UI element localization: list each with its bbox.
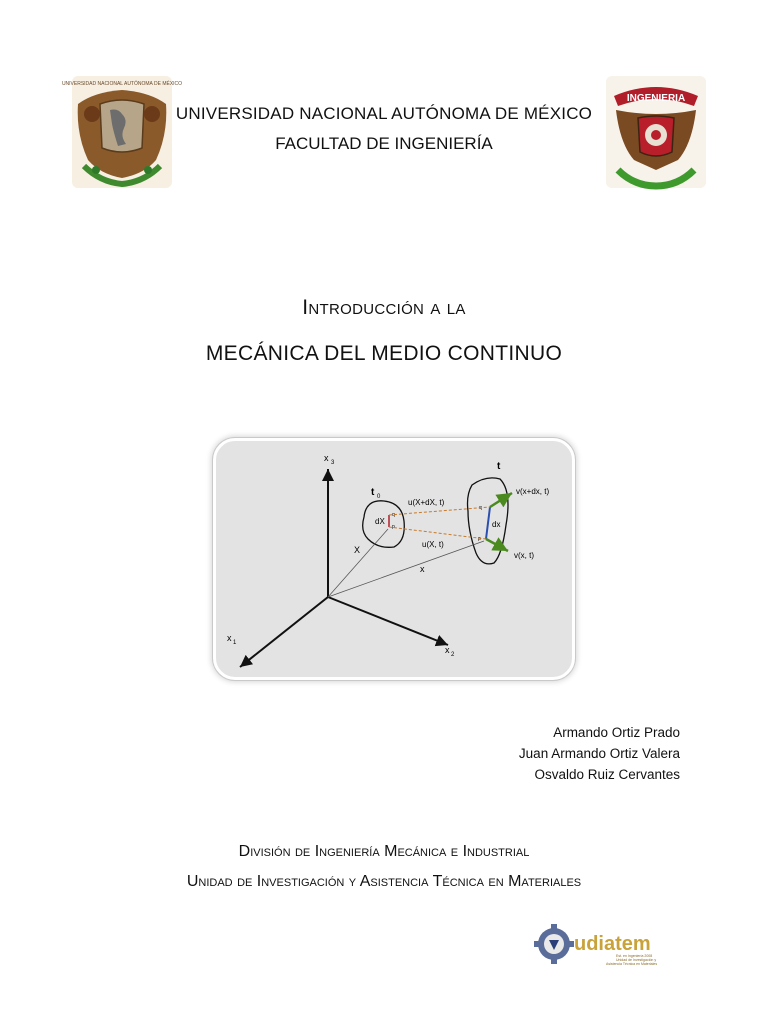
title-line-1: Introducción a la bbox=[302, 296, 466, 319]
label-t0-sub: 0 bbox=[377, 494, 381, 500]
division-name: División de Ingeniería Mecánica e Industrial bbox=[238, 843, 530, 860]
label-x2-sub: 2 bbox=[451, 652, 455, 658]
velocity-bottom bbox=[486, 539, 508, 551]
unam-ring-text: UNIVERSIDAD NACIONAL AUTÓNOMA DE MÉXICO bbox=[61, 81, 183, 87]
label-x1: x bbox=[227, 633, 232, 643]
label-x3: x bbox=[324, 453, 329, 463]
author-3: Osvaldo Ruiz Cervantes bbox=[534, 767, 680, 782]
label-x: x bbox=[420, 564, 425, 574]
label-x3-sub: 3 bbox=[331, 460, 335, 466]
label-u-top: u(X+dX, t) bbox=[408, 498, 445, 507]
velocity-top bbox=[490, 493, 512, 507]
authors-list bbox=[519, 722, 680, 785]
label-dx: dx bbox=[492, 520, 501, 529]
label-x1-sub: 1 bbox=[233, 640, 237, 646]
label-x2: x bbox=[445, 645, 450, 655]
segment-dx bbox=[486, 507, 490, 539]
axis-x1 bbox=[240, 597, 328, 667]
continuum-diagram-svg bbox=[216, 441, 572, 677]
vector-X bbox=[328, 529, 388, 597]
label-v-bottom: v(x, t) bbox=[514, 551, 534, 560]
udiatem-logo-icon bbox=[536, 920, 672, 970]
label-p: p bbox=[478, 536, 481, 542]
faculty-name: FACULTAD DE INGENIERÍA bbox=[275, 134, 493, 153]
label-t: t bbox=[497, 461, 501, 472]
udiatem-tagline-1: Est. en Ingeniería 2008 bbox=[616, 954, 653, 958]
label-X: X bbox=[354, 545, 361, 555]
udiatem-tagline-2: Unidad de Investigación y bbox=[616, 958, 657, 962]
label-u-bottom: u(X, t) bbox=[422, 540, 444, 549]
label-t0: t bbox=[371, 487, 375, 498]
unit-name: Unidad de Investigación y Asistencia Técnica en Materiales bbox=[186, 873, 582, 890]
label-v-top: v(x+dx, t) bbox=[516, 487, 550, 496]
displacement-top bbox=[389, 507, 490, 515]
udiatem-wordmark: udiatem bbox=[574, 933, 651, 955]
title-line-2: MECÁNICA DEL MEDIO CONTINUO bbox=[205, 342, 563, 365]
label-p0: p bbox=[392, 524, 395, 530]
axis-x2 bbox=[328, 597, 448, 645]
label-dX: dX bbox=[375, 517, 385, 526]
university-name: UNIVERSIDAD NACIONAL AUTÓNOMA DE MÉXICO bbox=[175, 104, 593, 123]
author-1: Armando Ortiz Prado bbox=[553, 725, 680, 740]
udiatem-tagline-3: Asistencia Técnica en Materiales bbox=[606, 962, 658, 966]
unam-crest-icon bbox=[61, 74, 183, 190]
ingenieria-crest-icon bbox=[604, 74, 708, 190]
label-q0: q bbox=[392, 512, 395, 518]
ingenieria-banner-text: INGENIERIA bbox=[626, 93, 686, 104]
author-2: Juan Armando Ortiz Valera bbox=[518, 746, 680, 761]
continuum-diagram bbox=[213, 438, 575, 680]
vector-x bbox=[328, 541, 484, 597]
